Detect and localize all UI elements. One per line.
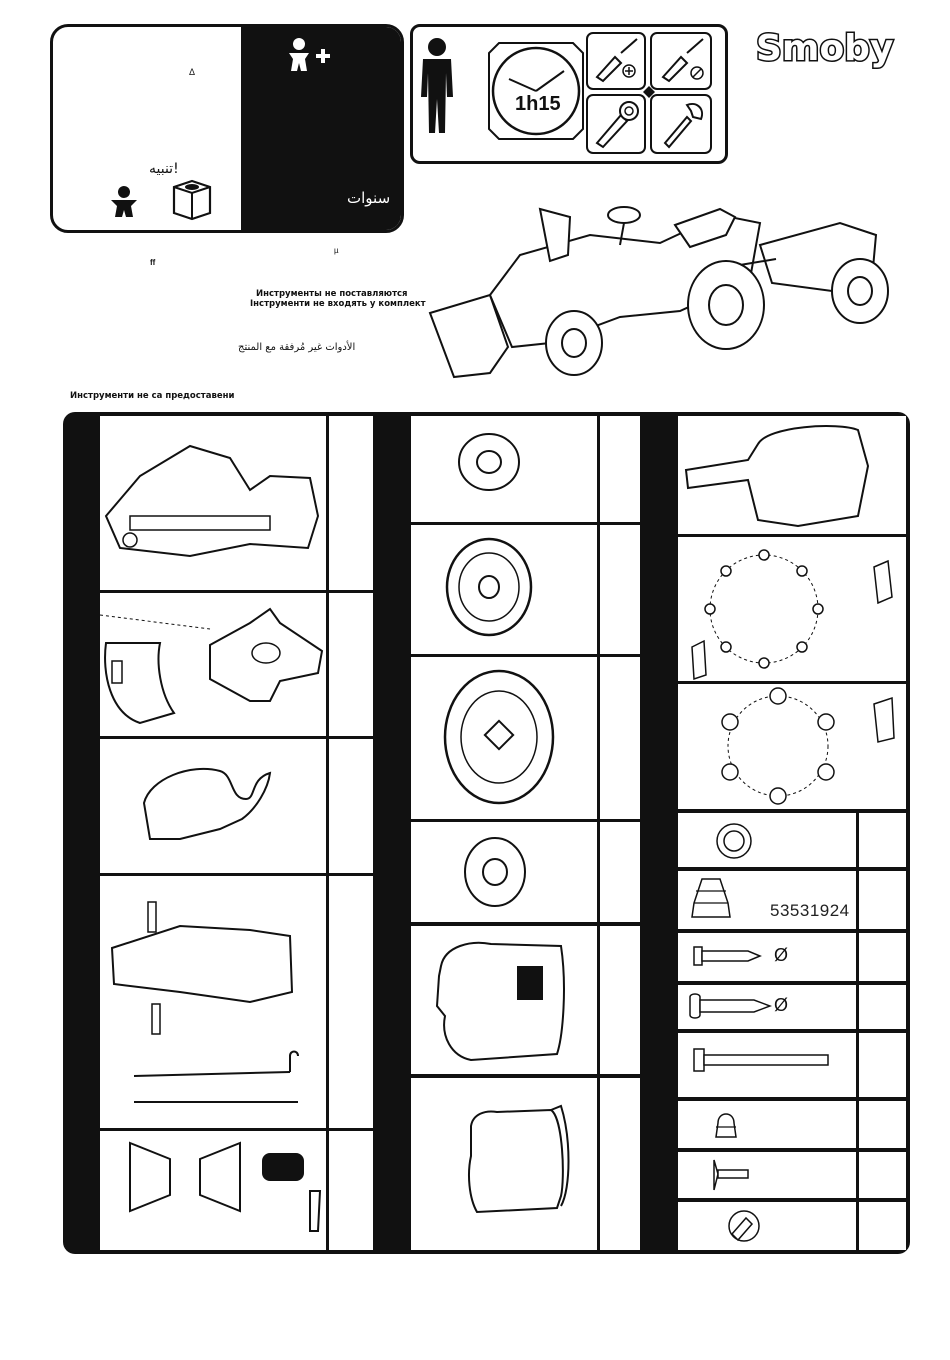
ru-tools-note: Инструменты не поставляются [256, 289, 408, 299]
wheel-front-illustration [411, 525, 597, 654]
part-cell-blank [329, 416, 373, 590]
part-cell-blank [329, 593, 373, 736]
screw-large-illustration [688, 991, 772, 1021]
brand-logo [752, 22, 902, 74]
tools-box [410, 24, 728, 164]
part-cell-blank [600, 926, 640, 1074]
part-cell-blank [859, 1101, 906, 1148]
box-icon [169, 177, 215, 223]
fender-illustration [411, 926, 597, 1074]
part-cell-screw-small [678, 933, 856, 981]
bolt-pattern-a-illustration [678, 537, 906, 681]
part-cell-blank [329, 876, 373, 1128]
bumper-code: 53531924 [770, 901, 850, 920]
part-cell-hubcap-small [411, 416, 597, 522]
part-cell-wheel-bolts-b [678, 684, 906, 809]
part-cell-hood [100, 739, 326, 873]
bg-tools-note: Инструменти не са предоставени [70, 391, 235, 401]
wheel-rear-illustration [411, 657, 597, 819]
hubcap-medium-illustration [411, 822, 597, 922]
part-cell-washer [678, 813, 856, 867]
part-cell-wheel-rear [411, 657, 597, 819]
part-cell-blank [600, 822, 640, 922]
bolt-illustration [692, 1045, 832, 1075]
child-icon [109, 185, 139, 219]
screwdriver-flat-icon [657, 37, 707, 83]
part-cell-blank [859, 985, 906, 1029]
trailer-illustration [678, 416, 906, 534]
pin-illustration [708, 1158, 752, 1192]
clock-icon [487, 41, 585, 141]
part-cell-blank [600, 657, 640, 819]
parts-grid [63, 412, 910, 1254]
bolt-pattern-b-illustration [678, 684, 906, 809]
part-cell-cap-nut [678, 1101, 856, 1148]
part-cell-wheel-front [411, 525, 597, 654]
part-cell-blank [600, 416, 640, 522]
ar-tools-note: الأدوات غير مُرفقة مع المنتج [238, 342, 356, 353]
brand-logo-text: Smoby [756, 28, 894, 69]
part-cell-seat [411, 1078, 597, 1250]
part-cell-trailer [678, 416, 906, 534]
part-cell-wheel-bolts-a [678, 537, 906, 681]
hubcap-small-illustration [411, 416, 597, 522]
socket-wrench-icon [591, 99, 641, 149]
part-cell-blank [859, 1202, 906, 1250]
hood-illustration [100, 739, 326, 873]
screw-large-diameter-symbol: Ø [774, 995, 789, 1015]
washer-illustration [678, 813, 856, 867]
child-plus-icon [285, 37, 335, 77]
part-cell-blank [859, 1033, 906, 1097]
part-cell-screw-large [678, 985, 856, 1029]
arabic-warning: تنبيه! [149, 161, 179, 177]
part-cell-blank [859, 933, 906, 981]
bumper-illustration [686, 875, 736, 925]
axle-support-illustration [100, 593, 326, 736]
part-cell-chassis-left [100, 416, 326, 590]
screw-small-illustration [692, 943, 762, 969]
arabic-years: سنوات [347, 189, 391, 207]
assembly-time: 1h15 [515, 93, 561, 115]
part-cell-blank [859, 871, 906, 929]
uk-tools-note: Інструменти не входять у комплект [250, 299, 426, 309]
part-cell-fender [411, 926, 597, 1074]
wrench-icon [657, 99, 707, 149]
tractor-trailer-illustration [420, 195, 900, 395]
part-cell-blank [859, 1152, 906, 1198]
chassis-part-illustration [100, 416, 326, 590]
warning-box [50, 24, 404, 233]
quantity-badge [262, 1153, 304, 1181]
part-cell-blank [859, 813, 906, 867]
part-cell-axle-support [100, 593, 326, 736]
part-cell-hubcap-medium [411, 822, 597, 922]
part-cell-blank [600, 525, 640, 654]
bracket-illustration [100, 1131, 326, 1250]
mu-symbol: µ [334, 246, 339, 255]
clip-illustration [724, 1206, 764, 1246]
part-cell-blank [600, 1078, 640, 1250]
part-cell-clip [678, 1202, 856, 1250]
part-cell-bolt [678, 1033, 856, 1097]
seat-illustration [411, 1078, 597, 1250]
part-cell-bumper [678, 871, 856, 929]
chassis-with-rods-illustration [100, 876, 326, 1128]
cap-nut-illustration [714, 1109, 738, 1141]
part-cell-blank [329, 739, 373, 873]
screwdriver-cross-icon [591, 37, 641, 83]
part-cell-pin [678, 1152, 856, 1198]
part-cell-brackets [100, 1131, 326, 1250]
part-cell-blank [329, 1131, 373, 1250]
delta-symbol: Δ [189, 67, 196, 77]
ff-text: ff [150, 258, 156, 267]
person-icon [417, 37, 457, 137]
part-cell-chassis-right [100, 876, 326, 1128]
screw-small-diameter-symbol: Ø [774, 945, 789, 965]
